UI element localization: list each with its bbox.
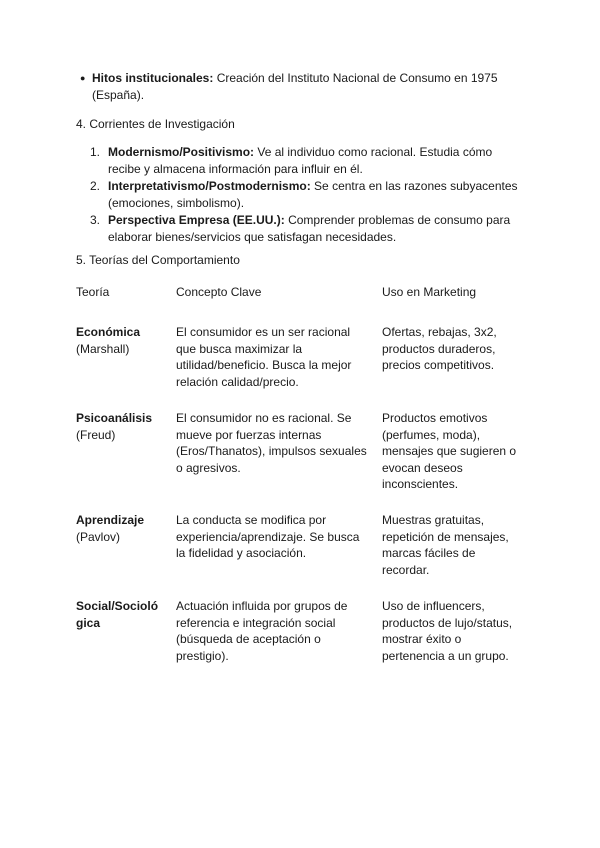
concept-line: referencia e integración social xyxy=(176,615,336,630)
table-header-use: Uso en Marketing xyxy=(382,285,477,299)
list-item-label: Modernismo/Positivismo: xyxy=(108,145,255,159)
table-row-theory xyxy=(76,324,168,357)
concept-line: que busca maximizar la xyxy=(176,341,303,356)
list-item-text: elaborar bienes/servicios que satisfagan necesidades. xyxy=(108,229,397,244)
list-item-label: Interpretativismo/Postmodernismo: xyxy=(108,179,311,193)
bullet-dot-icon: ● xyxy=(80,73,86,83)
concept-line: o agresivos. xyxy=(176,460,241,475)
concept-line: El consumidor no es racional. Se xyxy=(176,411,352,425)
list-item-text: recibe y almacena información para influir en él. xyxy=(108,161,363,176)
list-item-number: 2. xyxy=(90,179,101,193)
table-row-use xyxy=(382,410,532,493)
table-row-concept xyxy=(176,324,371,390)
table-row-use xyxy=(382,598,532,664)
theory-author: (Pavlov) xyxy=(76,529,121,544)
table-row-use xyxy=(382,512,532,578)
use-line: (perfumes, moda), xyxy=(382,427,481,442)
table-row-concept xyxy=(176,512,371,562)
concept-line: experiencia/aprendizaje. Se busca xyxy=(176,529,360,544)
list-item xyxy=(90,144,538,177)
table-row-theory xyxy=(76,512,168,545)
list-item-text: (emociones, simbolismo). xyxy=(108,195,245,210)
list-item-number: 1. xyxy=(90,145,101,159)
use-line: precios competitivos. xyxy=(382,358,495,372)
hitos-text-2: (España). xyxy=(92,87,145,102)
list-item xyxy=(90,178,538,211)
list-item-text: Ve al individuo como racional. Estudia cómo xyxy=(254,145,493,159)
use-line: Productos emotivos xyxy=(382,411,488,425)
use-line: repetición de mensajes, xyxy=(382,529,509,544)
list-item xyxy=(90,212,538,245)
use-line: mensajes que sugieren o xyxy=(382,444,517,458)
theory-name: Social/Socioló xyxy=(76,599,159,613)
use-line: Muestras gratuitas, xyxy=(382,513,485,527)
concept-line: Actuación influida por grupos de xyxy=(176,599,348,613)
theory-name: gica xyxy=(76,615,101,630)
theory-name: Psicoanálisis xyxy=(76,411,153,425)
list-item-label: Perspectiva Empresa (EE.UU.): xyxy=(108,213,285,227)
theory-name: Económica xyxy=(76,325,141,339)
table-header-concept: Concepto Clave xyxy=(176,285,262,299)
table-row-theory xyxy=(76,598,168,631)
concept-line: El consumidor es un ser racional xyxy=(176,325,351,339)
concept-line: la fidelidad y asociación. xyxy=(176,546,307,560)
list-item-text: Se centra en las razones subyacentes xyxy=(310,179,518,193)
concept-line: utilidad/beneficio. Busca la mejor xyxy=(176,358,352,372)
use-line: inconscientes. xyxy=(382,477,459,491)
theory-author: (Freud) xyxy=(76,427,116,442)
section4-list xyxy=(90,144,538,246)
theory-author: (Marshall) xyxy=(76,341,130,356)
table-row-concept xyxy=(176,410,371,476)
list-item-text: Comprender problemas de consumo para xyxy=(284,213,511,227)
table-header-theory: Teoría xyxy=(76,285,110,299)
use-line: marcas fáciles de xyxy=(382,546,476,560)
section5-heading: 5. Teorías del Comportamiento xyxy=(76,253,240,267)
concept-line: mueve por fuerzas internas xyxy=(176,427,322,442)
concept-line: La conducta se modifica por xyxy=(176,513,327,527)
table-row-concept xyxy=(176,598,371,664)
concept-line: prestigio). xyxy=(176,648,229,663)
use-line: mostrar éxito o xyxy=(382,632,462,646)
list-item-number: 3. xyxy=(90,213,101,227)
concept-line: relación calidad/precio. xyxy=(176,374,299,389)
use-line: evocan deseos xyxy=(382,460,463,475)
use-line: productos duraderos, xyxy=(382,341,496,356)
table-row-use xyxy=(382,324,532,374)
hitos-bullet xyxy=(80,70,532,103)
section4-heading: 4. Corrientes de Investigación xyxy=(76,117,235,131)
use-line: productos de lujo/status, xyxy=(382,615,513,630)
table-row-theory xyxy=(76,410,168,443)
use-line: Ofertas, rebajas, 3x2, xyxy=(382,325,497,339)
use-line: Uso de influencers, xyxy=(382,599,485,613)
use-line: recordar. xyxy=(382,562,430,577)
hitos-label: Hitos institucionales: xyxy=(92,71,214,85)
use-line: pertenencia a un grupo. xyxy=(382,648,509,663)
theory-name: Aprendizaje xyxy=(76,513,145,527)
concept-line: (búsqueda de aceptación o xyxy=(176,632,321,646)
hitos-line1 xyxy=(92,70,532,87)
hitos-text-1: Creación del Instituto Nacional de Consumo en 1975 xyxy=(213,71,498,85)
concept-line: (Eros/Thanatos), impulsos sexuales xyxy=(176,444,367,458)
